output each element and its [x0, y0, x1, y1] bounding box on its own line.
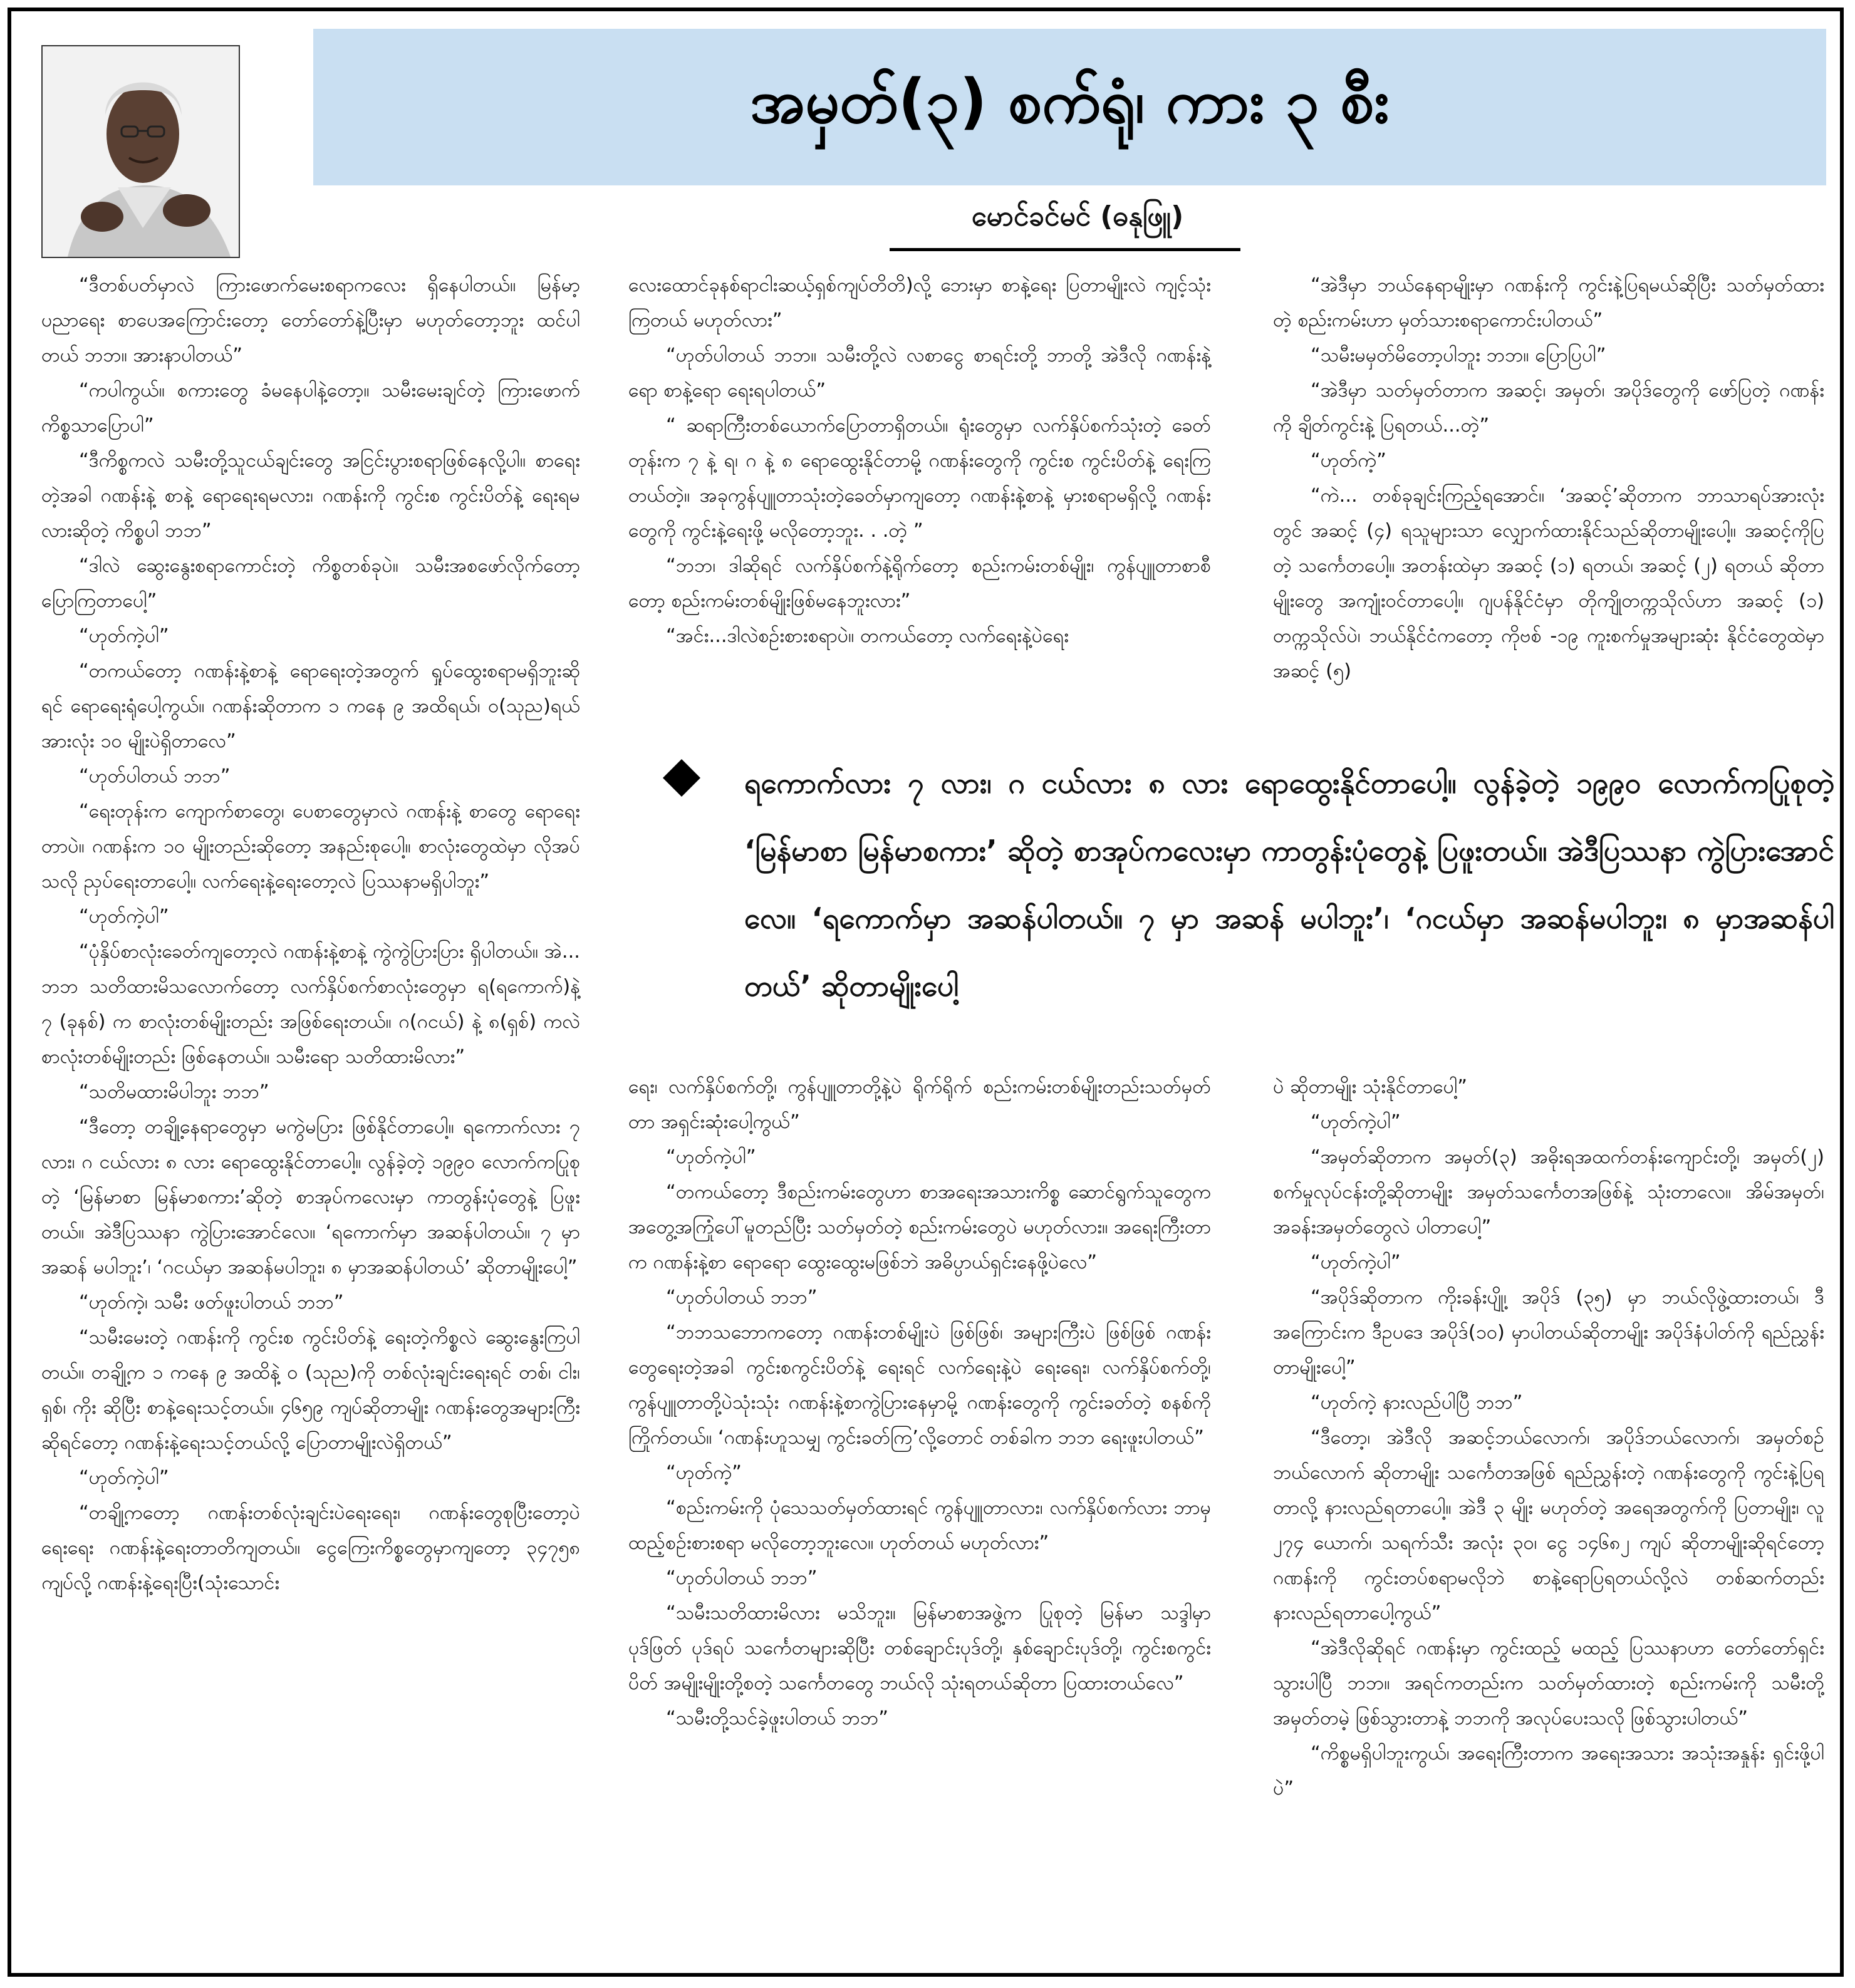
paragraph: “တကယ်တော့ ဒီစည်းကမ်းတွေဟာ စာအရေးအသားကိစ္စ ဆောင်ရွက်သူတွေက အတွေ့အကြုံပေါ်မူတည်ပြီး သတ်မှတ်တဲ့ စည်းကမ်းတွေပဲ မဟုတ်လား။ အရေးကြီးတာက ဂဏန်းနဲ့စာ ရောရော ထွေးထွေးမဖြစ်ဘဲ အဓိပ္ပာယ်ရှင်းနေဖို့ပဲလေ” [628, 1181, 1211, 1273]
paragraph: “ဟုတ်ပါတယ် ဘဘ” [666, 1287, 818, 1308]
paragraph: “သမီးမမှတ်မိတော့ပါဘူး ဘဘ။ ပြောပြပါ” [1311, 344, 1606, 366]
paragraph: “ဘဘသဘောကတော့ ဂဏန်းတစ်မျိုးပဲ ဖြစ်ဖြစ်၊ အများကြီးပဲ ဖြစ်ဖြစ် ဂဏန်းတွေရေးတဲ့အခါ ကွင်းစကွင်းပိတ်နဲ့ ရေးရင် လက်ရေးနဲ့ပဲ ရေးရေး၊ လက်နှိပ်စက်တို့၊ ကွန်ပျူတာတို့ပဲသုံးသုံး ဂဏန်းနဲ့စာကွဲပြားနေမှာမို့ ဂဏန်းတွေကို ကွင်းခတ်တဲ့ စနစ်ကိုကြိုက်တယ်။ ‘ဂဏန်းဟူသမျှ ကွင်းခတ်ကြ’လို့တောင် တစ်ခါက ဘဘ ရေးဖူးပါတယ်” [628, 1322, 1211, 1449]
paragraph: လေးထောင်ခုနစ်ရာငါးဆယ့်ရှစ်ကျပ်တိတိ)လို့ ဘေးမှာ စာနဲ့ရေး ပြတာမျိုးလဲ ကျင့်သုံးကြတယ် မဟုတ်လား” [628, 274, 1211, 331]
paragraph: “ဟုတ်ပါတယ် ဘဘ” [666, 1567, 818, 1589]
paragraph: “ဟုတ်ကဲ့ပါ” [79, 1467, 169, 1489]
paragraph: “ဘဘ၊ ဒါဆိုရင် လက်နှိပ်စက်နဲ့ရိုက်တော့ စည်းကမ်းတစ်မျိုး၊ ကွန်ပျူတာစာစီတော့ စည်းကမ်းတစ်မျိုးဖြစ်မနေဘူးလား” [628, 555, 1211, 612]
paragraph: “သမီးတို့သင်ခဲ့ဖူးပါတယ် ဘဘ” [666, 1707, 889, 1729]
paragraph: “ဟုတ်ကဲ့ပါ” [79, 625, 169, 647]
paragraph: “ဒီကိစ္စကလဲ သမီးတို့သူငယ်ချင်းတွေ အငြင်းပွားစရာဖြစ်နေလို့ပါ။ စာရေးတဲ့အခါ ဂဏန်းနဲ့ စာနဲ့ ရောရေးရမလား၊ ဂဏန်းကို ကွင်းစ ကွင်းပိတ်နဲ့ ရေးရမလားဆိုတဲ့ ကိစ္စပါ ဘဘ” [41, 450, 580, 542]
paragraph: “ဟုတ်ကဲ့ပါ” [1311, 1111, 1401, 1133]
paragraph: “တချို့ကတော့ ဂဏန်းတစ်လုံးချင်းပဲရေးရေး၊ ဂဏန်းတွေစုပြီးတော့ပဲရေးရေး ဂဏန်းနဲ့ရေးတာတိကျတယ်။ ငွေကြေးကိစ္စတွေမှာကျတော့ ၃၄၇၅၈ ကျပ်လို့ ဂဏန်းနဲ့ရေးပြီး(သုံးသောင်း [41, 1502, 580, 1594]
diamond-bullet-icon [663, 759, 700, 797]
column-1 [41, 268, 580, 1601]
byline-underline [890, 248, 1240, 251]
paragraph: “ပုံနှိပ်စာလုံးခေတ်ကျတော့လဲ ဂဏန်းနဲ့စာနဲ့ ကွဲကွဲပြားပြား ရှိပါတယ်။ အဲ... ဘဘ သတိထားမိသလောက်တော့ လက်နှိပ်စက်စာလုံးတွေမှာ ရ(ရကောက်)နဲ့ ၇ (ခုနစ်) က စာလုံးတစ်မျိုးတည်း အဖြစ်ရေးတယ်။ ဂ(ဂငယ်) နဲ့ ၈(ရှစ်) ကလဲ စာလုံးတစ်မျိုးတည်း ဖြစ်နေတယ်။ သမီးရော သတိထားမိလား” [41, 941, 580, 1068]
paragraph: “ဟုတ်ကဲ့ နားလည်ပါပြီ ဘဘ” [1311, 1392, 1523, 1414]
column-3-bottom [1273, 1070, 1824, 1806]
author-portrait-icon [43, 46, 239, 257]
pull-quote-text: ရကောက်လား ၇ လား၊ ဂ ငယ်လား ၈ လား ရောထွေးနိုင်တာပေါ့။ လွန်ခဲ့တဲ့ ၁၉၉၀ လောက်ကပြုစုတဲ့ ‘မြန်မာစာ မြန်မာစကား’ ဆိုတဲ့ စာအုပ်ကလေးမှာ ကာတွန်းပုံတွေနဲ့ ပြဖူးတယ်။ အဲဒီပြဿနာ ကွဲပြားအောင်လေ။ ‘ရကောက်မှာ အဆန်ပါတယ်။ ၇ မှာ အဆန် မပါဘူး’၊ ‘ဂငယ်မှာ အဆန်မပါဘူး၊ ၈ မှာအဆန်ပါတယ်’ ဆိုတာမျိုးပေါ့ [744, 766, 1834, 1003]
paragraph: “ဒီတစ်ပတ်မှာလဲ ကြားဖောက်မေးစရာကလေး ရှိနေပါတယ်။ မြန်မာ့ပညာရေး စာပေအကြောင်းတော့ တော်တော်နဲ့ပြီးမှာ မဟုတ်တော့ဘူး ထင်ပါတယ် ဘဘ။ အားနာပါတယ်” [41, 274, 580, 366]
paragraph: “ဒီတော့ တချို့နေရာတွေမှာ မကွဲမပြား ဖြစ်နိုင်တာပေါ့။ ရကောက်လား ၇ လား၊ ဂ ငယ်လား ၈ လား ရောထွေးနိုင်တာပေါ့။ လွန်ခဲ့တဲ့ ၁၉၉၀ လောက်ကပြုစုတဲ့ ‘မြန်မာစာ မြန်မာစကား’ဆိုတဲ့ စာအုပ်ကလေးမှာ ကာတွန်းပုံတွေနဲ့ ပြဖူးတယ်။ အဲဒီပြဿနာ ကွဲပြားအောင်လေ။ ‘ရကောက်မှာ အဆန်ပါတယ်။ ၇ မှာ အဆန် မပါဘူး’၊ ‘ဂငယ်မှာ အဆန်မပါဘူး၊ ၈ မှာအဆန်ပါတယ်’ ဆိုတာမျိုးပေါ့” [41, 1116, 580, 1278]
paragraph: ပဲ ဆိုတာမျိုး သုံးနိုင်တာပေါ့” [1273, 1076, 1468, 1098]
paragraph: “သမီးသတိထားမိလား မသိဘူး။ မြန်မာစာအဖွဲ့က ပြုစုတဲ့ မြန်မာ သဒ္ဒါမှာ ပုဒ်ဖြတ် ပုဒ်ရပ် သင်္ကေတများဆိုပြီး တစ်ချောင်းပုဒ်တို့၊ နှစ်ချောင်းပုဒ်တို့၊ ကွင်းစကွင်းပိတ် အမျိုးမျိုးတို့စတဲ့ သင်္ကေတတွေ ဘယ်လို သုံးရတယ်ဆိုတာ ပြထားတယ်လေ” [628, 1602, 1211, 1694]
paragraph: “ရေးတုန်းက ကျောက်စာတွေ၊ ပေစာတွေမှာလဲ ဂဏန်းနဲ့ စာတွေ ရောရေးတာပဲ။ ဂဏန်းက ၁၀ မျိုးတည်းဆိုတော့ အနည်းစုပေါ့။ စာလုံးတွေထဲမှာ လိုအပ်သလို ညှပ်ရေးတာပေါ့။ လက်ရေးနဲ့ရေးတော့လဲ ပြဿနာမရှိပါဘူး” [41, 800, 580, 893]
paragraph: “ကဲ... တစ်ခုချင်းကြည့်ရအောင်။ ‘အဆင့်’ဆိုတာက ဘာသာရပ်အားလုံးတွင် အဆင့် (၄) ရသူများသာ လျှောက်ထားနိုင်သည်ဆိုတာမျိုးပေါ့။ အဆင့်ကိုပြတဲ့ သင်္ကေတပေါ့။ အတန်းထဲမှာ အဆင့် (၁) ရတယ်၊ အဆင့် (၂) ရတယ် ဆိုတာမျိုးတွေ အကျုံးဝင်တာပေါ့။ ဂျပန်နိုင်ငံမှာ တိုကျိုတက္ကသိုလ်ဟာ အဆင့် (၁) တက္ကသိုလ်ပဲ၊ ဘယ်နိုင်ငံကတော့ ကိုဗစ် -၁၉ ကူးစက်မှုအများဆုံး နိုင်ငံတွေထဲမှာ အဆင့် (၅) [1273, 485, 1824, 682]
paragraph: “ဟုတ်ကဲ့ပါ” [1311, 1251, 1401, 1273]
paragraph: “ဟုတ်ကဲ့” [666, 1462, 742, 1484]
paragraph: “သမီးမေးတဲ့ ဂဏန်းကို ကွင်းစ ကွင်းပိတ်နဲ့ ရေးတဲ့ကိစ္စလဲ ဆွေးနွေးကြပါတယ်။ တချို့က ၁ ကနေ ၉ အထိနဲ့ ၀ (သုည)ကို တစ်လုံးချင်းရေးရင် တစ်၊ ငါး၊ ရှစ်၊ ကိုး ဆိုပြီး စာနဲ့ရေးသင့်တယ်။ ၄၆၅၉ ကျပ်ဆိုတာမျိုး ဂဏန်းတွေအများကြီးဆိုရင်တော့ ဂဏန်းနဲ့ရေးသင့်တယ်လို့ ပြောတာမျိုးလဲရှိတယ်” [41, 1327, 580, 1454]
paragraph: “ကပါကွယ်။ စကားတွေ ခံမနေပါနဲ့တော့။ သမီးမေးချင်တဲ့ ကြားဖောက်ကိစ္စသာပြောပါ” [41, 380, 580, 437]
paragraph: “ဟုတ်ကဲ့” [1311, 450, 1386, 472]
author-byline: မောင်ခင်မင် (ဓနုဖြူ) [971, 200, 1184, 232]
paragraph: “စည်းကမ်းကို ပုံသေသတ်မှတ်ထားရင် ကွန်ပျူတာလား၊ လက်နှိပ်စက်လား ဘာမှထည့်စဉ်းစားစရာ မလိုတော့ဘူးလေ။ ဟုတ်တယ် မဟုတ်လား” [628, 1497, 1211, 1554]
paragraph: “ဟုတ်ကဲ့ပါ” [79, 906, 169, 928]
title-banner [313, 29, 1826, 185]
article-title: အမှတ်(၃) စက်ရုံ၊ ကား ၃ စီး [750, 66, 1390, 137]
paragraph: “အဲဒီမှာ သတ်မှတ်တာက အဆင့်၊ အမှတ်၊ အပိုဒ်တွေကို ဖော်ပြတဲ့ ဂဏန်းကို ချိတ်ကွင်းနဲ့ ပြရတယ်...တဲ့” [1273, 380, 1824, 437]
paragraph: “ဒီတော့၊ အဲဒီလို အဆင့်ဘယ်လောက်၊ အပိုဒ်ဘယ်လောက်၊ အမှတ်စဉ်ဘယ်လောက် ဆိုတာမျိုး သင်္ကေတအဖြစ် ရည်ညွှန်းတဲ့ ဂဏန်းတွေကို ကွင်းနဲ့ပြရတာလို့ နားလည်ရတာပေါ့။ အဲဒီ ၃ မျိုး မဟုတ်တဲ့ အရေအတွက်ကို ပြတာမျိုး၊ လူ ၂၇၄ ယောက်၊ သရက်သီး အလုံး ၃၀၊ ငွေ ၁၄၆၈၂ ကျပ် ဆိုတာမျိုးဆိုရင်တော့ ဂဏန်းကို ကွင်းတပ်စရာမလိုဘဲ စာနဲ့ရောပြရတယ်လို့လဲ တစ်ဆက်တည်း နားလည်ရတာပေါ့ကွယ်” [1273, 1427, 1824, 1624]
author-photo [41, 45, 240, 258]
paragraph: ရေး၊ လက်နှိပ်စက်တို့၊ ကွန်ပျူတာတို့နဲ့ပဲ ရိုက်ရိုက် စည်းကမ်းတစ်မျိုးတည်းသတ်မှတ်တာ အရှင်းဆုံးပေါ့ကွယ်” [628, 1076, 1211, 1133]
paragraph: “အဲဒီမှာ ဘယ်နေရာမျိုးမှာ ဂဏန်းကို ကွင်းနဲ့ပြရမယ်ဆိုပြီး သတ်မှတ်ထားတဲ့ စည်းကမ်းဟာ မှတ်သားစရာကောင်းပါတယ်” [1273, 274, 1824, 331]
column-3-top [1273, 268, 1824, 689]
paragraph: “အင်း...ဒါလဲစဉ်းစားစရာပဲ။ တကယ်တော့ လက်ရေးနဲ့ပဲရေး [666, 625, 1069, 647]
paragraph: “တကယ်တော့ ဂဏန်းနဲ့စာနဲ့ ရောရေးတဲ့အတွက် ရှုပ်ထွေးစရာမရှိဘူးဆိုရင် ရောရေးရုံပေါ့ကွယ်။ ဂဏန်းဆိုတာက ၁ ကနေ ၉ အထိရယ်၊ ၀(သုည)ရယ် အားလုံး ၁၀ မျိုးပဲရှိတာလေ” [41, 660, 580, 752]
paragraph: “သတိမထားမိပါဘူး ဘဘ” [79, 1081, 269, 1103]
paragraph: “အမှတ်ဆိုတာက အမှတ်(၃) အဓိုးရအထက်တန်းကျောင်းတို့၊ အမှတ်(၂) စက်မှုလုပ်ငန်းတို့ဆိုတာမျိုး အမှတ်သင်္ကေတအဖြစ်နဲ့ သုံးတာလေ။ အိမ်အမှတ်၊ အခန်းအမှတ်တွေလဲ ပါတာပေါ့” [1273, 1146, 1824, 1238]
paragraph: “ဟုတ်ကဲ့၊ သမီး ဖတ်ဖူးပါတယ် ဘဘ” [79, 1292, 344, 1313]
column-2-bottom [628, 1070, 1211, 1736]
column-2-top [628, 268, 1211, 654]
paragraph: “ဟုတ်ပါတယ် ဘဘ။ သမီးတို့လဲ လစာငွေ စာရင်းတို့ ဘာတို့ အဲဒီလို ဂဏန်းနဲ့ရော စာနဲ့ရော ရေးရပါတယ်” [628, 344, 1211, 401]
paragraph: “ဟုတ်ပါတယ် ဘဘ” [79, 765, 231, 787]
paragraph: “ဟုတ်ကဲ့ပါ” [666, 1146, 756, 1168]
paragraph: “အဲဒီလိုဆိုရင် ဂဏန်းမှာ ကွင်းထည့် မထည့် ပြဿနာဟာ တော်တော်ရှင်းသွားပါပြီ ဘဘ။ အရင်ကတည်းက သတ်မှတ်ထားတဲ့ စည်းကမ်းကို သမီးတို့အမှတ်တမဲ့ ဖြစ်သွားတာနဲ့ ဘဘကို အလုပ်ပေးသလို ဖြစ်သွားပါတယ်” [1273, 1637, 1824, 1729]
paragraph: “ဒါလဲ ဆွေးနွေးစရာကောင်းတဲ့ ကိစ္စတစ်ခုပဲ။ သမီးအစဖော်လိုက်တော့ ပြောကြတာပေါ့” [41, 555, 580, 612]
paragraph: “အပိုဒ်ဆိုတာက ကိုးခန်းပျို့၊ အပိုဒ် (၃၅) မှာ ဘယ်လိုဖွဲ့ထားတယ်၊ ဒီအကြောင်းက ဒီဥပဒေ အပိုဒ်(၁၀) မှာပါတယ်ဆိုတာမျိုး အပိုဒ်နံပါတ်ကို ရည်ညွှန်းတာမျိုးပေါ့” [1273, 1287, 1824, 1379]
paragraph: “ ဆရာကြီးတစ်ယောက်ပြောတာရှိတယ်။ ရုံးတွေမှာ လက်နှိပ်စက်သုံးတဲ့ ခေတ်တုန်းက ၇ နဲ့ ရ၊ ဂ နဲ့ ၈ ရောထွေးနိုင်တာမို့ ဂဏန်းတွေကို ကွင်းစ ကွင်းပိတ်နဲ့ ရေးကြတယ်တဲ့။ အခုကွန်ပျူတာသုံးတဲ့ခေတ်မှာကျတော့ ဂဏန်းနဲ့စာနဲ့ မှားစရာမရှိလို့ ဂဏန်းတွေကို ကွင်းနဲ့ရေးဖို့ မလိုတော့ဘူး. . .တဲ့ ” [628, 415, 1211, 542]
paragraph: “ကိစ္စမရှိပါဘူးကွယ်၊ အရေးကြီးတာက အရေးအသား အသုံးအနှုန်း ရှင်းဖို့ပါပဲ” [1273, 1742, 1824, 1799]
